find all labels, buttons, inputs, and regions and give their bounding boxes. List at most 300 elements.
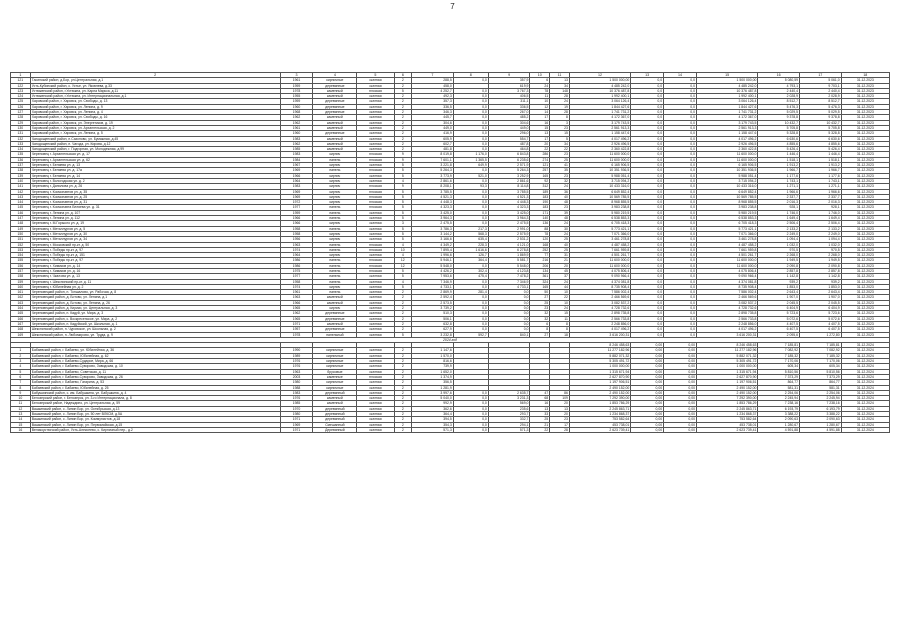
table-cell-col-15: 4 374 081,8	[696, 279, 757, 284]
table-cell-col-12: 4 075 806,4	[569, 268, 630, 273]
table-cell-col-7: 1 374,9	[412, 374, 454, 379]
table-cell-col-9: 0,0	[488, 306, 530, 311]
table-cell-col-13: 0,0	[631, 104, 664, 109]
table-cell-col-8: 649,9	[453, 163, 488, 168]
table-cell-col-17: 1 446,4	[800, 152, 842, 157]
table-cell-col-13: 0,0	[631, 189, 664, 194]
table-cell-col-17: 1 142,8	[800, 274, 842, 279]
table-cell-col-13: 0,0	[631, 306, 664, 311]
table-cell-col-18: 31.12.2023	[841, 300, 889, 305]
table-cell-col-3: 1989	[280, 353, 313, 358]
table-cell-col-3: 1965	[280, 316, 313, 321]
table-cell-col-5: плоская	[357, 258, 394, 263]
table-cell-col-5: скатная	[357, 359, 394, 364]
table-cell-col-11: 45	[550, 268, 570, 273]
table-cell-col-15: 2 490 152,00	[696, 390, 757, 395]
table-cell-col-16: 2 506,4	[758, 221, 800, 226]
table-cell-col-1: 150	[11, 231, 31, 236]
table-cell-col-3: 1978	[280, 332, 313, 337]
table-cell-col-13: 0,0	[631, 332, 664, 337]
table-cell-col-16: 1 177,6	[758, 173, 800, 178]
table-cell-col-6: 2	[394, 401, 412, 406]
table-cell-col-7: 1 570,0	[412, 353, 454, 358]
table-cell-col-7: 605,9	[412, 136, 454, 141]
table-cell-col-16: 2 095,6	[758, 332, 800, 337]
table-cell-col-1: 164	[11, 306, 31, 311]
table-cell-col-12: 5 882 071,32	[569, 353, 630, 358]
table-cell-col-6: 4	[394, 242, 412, 247]
table-cell-col-6: 2	[394, 417, 412, 422]
table-cell-col-17: 2 254,06	[800, 390, 842, 395]
table-cell-col-15: 6 649 852,4	[696, 189, 757, 194]
table-cell-col-13: 0,0	[631, 136, 664, 141]
table-cell-col-4: каменный	[313, 136, 357, 141]
table-cell-col-2: Белозерский район, г. Белозерск, ул. 3-го Интернационала, д. 8	[30, 396, 280, 401]
table-cell-col-10: 286	[530, 152, 550, 157]
table-cell-col-18: 31.12.2023	[841, 184, 889, 189]
table-cell-col-7: 7 895,4	[412, 247, 454, 252]
table-cell-col-18: 31.12.2023	[841, 99, 889, 104]
table-cell-col-17: 2 643,4	[800, 290, 842, 295]
table-cell-col-5: скатная	[357, 226, 394, 231]
table-cell-col-1: 145	[11, 205, 31, 210]
table-cell-col-14: 0,00	[664, 364, 697, 369]
table-cell-col-3: 1990	[280, 348, 313, 353]
table-cell-col-11: 28	[550, 94, 570, 99]
table-cell-col-15: 7 661 959,8	[696, 247, 757, 252]
table-cell-col-14: 0,0	[664, 216, 697, 221]
table-cell-col-13: 0,0	[631, 78, 664, 83]
table-cell-col-10: 21	[530, 422, 550, 427]
table-cell-col-7: 354,3	[412, 422, 454, 427]
table-cell-col-7: 3 144,2	[412, 231, 454, 236]
table-cell-col-3: 1961	[280, 78, 313, 83]
table-cell-col-14: 0,0	[664, 94, 697, 99]
table-cell-col-1: 168	[11, 327, 31, 332]
table-cell-col-6: 2	[394, 295, 412, 300]
table-cell-col-15: 1 158 447,6	[696, 131, 757, 136]
table-cell-col-18: 31.12.2023	[841, 173, 889, 178]
table-cell-col-3: 1962	[280, 120, 313, 125]
table-cell-col-13: 0,00	[631, 401, 664, 406]
table-cell-col-4: деревянные	[313, 327, 357, 332]
table-cell-col-9: 294,1	[488, 422, 530, 427]
table-cell-col-17: 1 271,1	[800, 184, 842, 189]
table-cell-col-15: 5 773 421,1	[696, 226, 757, 231]
table-cell-col-18: 31.12.2023	[841, 131, 889, 136]
table-cell-col-13: 0,0	[631, 316, 664, 321]
table-cell-col-6: 5	[394, 231, 412, 236]
table-cell-col-17: 7 170,06	[800, 359, 842, 364]
table-cell-col-11: 36	[550, 189, 570, 194]
table-cell-col-12: 4 172 367,0	[569, 115, 630, 120]
table-cell-col-5: скатная	[357, 78, 394, 83]
table-cell-col-14: 0,0	[664, 284, 697, 289]
table-cell-col-13: 0,0	[631, 120, 664, 125]
table-cell-col-6: 2	[394, 359, 412, 364]
table-cell-col-10: 183	[530, 194, 550, 199]
table-cell-col-5: скатная	[357, 141, 394, 146]
table-cell-col-4: брусовые	[313, 369, 357, 374]
table-cell-col-15: 4 487 458,2	[696, 242, 757, 247]
table-cell-col-2: Череповец г. Космонавтов ул. д. 25	[30, 194, 280, 199]
table-cell-col-7: 632,8	[412, 321, 454, 326]
table-cell-col-18: 31.12.2023	[841, 168, 889, 173]
table-cell-col-18: 31.12.2023	[841, 306, 889, 311]
table-cell-col-15: 1 741 731,2	[696, 110, 757, 115]
table-cell-col-7: 4 448,3	[412, 200, 454, 205]
table-cell-col-11: 17	[550, 422, 570, 427]
table-cell-col-11: 3	[550, 120, 570, 125]
table-cell-col-6: 5	[394, 194, 412, 199]
table-cell-col-9: 4 733,1	[488, 284, 530, 289]
table-cell-col-2: Шекснинский район, п. Чуровское, ул. Школьная, д. 2	[30, 327, 280, 332]
table-cell-col-7: 364,4	[412, 412, 454, 417]
table-cell-col-11: 24	[550, 184, 570, 189]
table-cell-col-16: 1 032,0	[758, 242, 800, 247]
table-cell-col-6: 2	[394, 316, 412, 321]
table-cell-col-2: Великоустюгский район, Усть-Алексеево, с. Кирпичный пер., д.2	[30, 427, 280, 432]
table-cell-col-3: 1986	[280, 258, 313, 263]
table-cell-col-17: 6 630,6	[800, 136, 842, 141]
table-cell-col-4: деревянный	[313, 390, 357, 395]
table-cell-col-13: 0,0	[631, 184, 664, 189]
table-cell-col-7: 449,0	[412, 125, 454, 130]
table-cell-col-2: Череповец г. Металлургов ул. д. 30	[30, 231, 280, 236]
table-cell-col-11: 22	[550, 295, 570, 300]
table-cell-col-12: 7 586 002,4	[569, 290, 630, 295]
table-cell-col-3: 1977	[280, 274, 313, 279]
table-cell-col-9: 235,6	[488, 406, 530, 411]
table-cell-col-15: 2 898 735,8	[696, 311, 757, 316]
table-cell-col-11: 15	[550, 311, 570, 316]
table-cell-col-1: 121	[11, 78, 31, 83]
table-cell-col-18: 31.12.2023	[841, 216, 889, 221]
table-cell-col-16: 2 028,9	[758, 94, 800, 99]
table-cell-col-9: 6 278,8	[488, 247, 530, 252]
table-cell-col-16: 864,77	[758, 380, 800, 385]
table-cell-col-9: 571,3	[488, 427, 530, 432]
table-cell-col-16: 5 426,4	[758, 147, 800, 152]
table-cell-col-14: 0,00	[664, 343, 697, 348]
table-cell-col-7: 288,5	[412, 78, 454, 83]
table-cell-col-16: 970,5	[758, 247, 800, 252]
table-cell-col-18: 31.12.2024	[841, 343, 889, 348]
table-cell-col-5: скатная	[357, 369, 394, 374]
table-cell-col-1: 158	[11, 274, 31, 279]
table-cell-col-2: Устюженский район, г.Устюжна, ул. Карла Маркса, д.11	[30, 88, 280, 93]
table-cell-col-12: 6 705 418,3	[569, 221, 630, 226]
table-cell-col-13: 0,00	[631, 422, 664, 427]
table-cell-col-12: 8 246 458,63	[569, 343, 630, 348]
table-cell-col-14: 0,0	[664, 210, 697, 215]
table-cell-col-5: скатная	[357, 284, 394, 289]
table-cell-col-2: Харовский район, г. Харовск, ул. Энергетиков, д. 19	[30, 120, 280, 125]
table-cell-col-1: 12	[11, 406, 31, 411]
table-cell-col-7: 506,1	[412, 316, 454, 321]
table-cell-col-11: 8	[550, 321, 570, 326]
table-cell-col-9: 619,9	[488, 83, 530, 88]
table-cell-col-16: 7 185,32	[758, 353, 800, 358]
table-cell-col-5: скатная	[357, 306, 394, 311]
table-cell-col-3: 2003	[280, 374, 313, 379]
table-cell-col-5: скатная	[357, 364, 394, 369]
table-cell-col-5: скатная	[357, 216, 394, 221]
table-cell-col-4: каменный	[313, 120, 357, 125]
table-cell-col-14: 0,0	[664, 99, 697, 104]
table-cell-col-9: 3 785,5	[488, 189, 530, 194]
table-cell-col-14: 0,00	[664, 427, 697, 432]
table-cell-col-4: панель	[313, 242, 357, 247]
column-number-7: 7	[412, 73, 454, 78]
table-cell-col-12: 2 627 870,90	[569, 374, 630, 379]
table-cell-col-1: 157	[11, 268, 31, 273]
table-cell-col-5: плоская	[357, 157, 394, 162]
table-cell-col-1: 149	[11, 226, 31, 231]
table-cell-col-18: 31.12.2023	[841, 163, 889, 168]
table-cell-col-6: 5	[394, 332, 412, 337]
table-cell-col-12: 1 992 400,1	[569, 94, 630, 99]
table-cell-col-8: 0,0	[453, 104, 488, 109]
table-cell-col-9: 449,0	[488, 125, 530, 130]
table-cell-col-7: 3 425,0	[412, 210, 454, 215]
table-cell-col-10: 50	[530, 290, 550, 295]
table-cell-col-15: 1 000 000,00	[696, 364, 757, 369]
table-cell-col-14: 0,0	[664, 332, 697, 337]
table-cell-col-18: 31.12.2023	[841, 268, 889, 273]
table-cell-col-11: 8	[550, 115, 570, 120]
table-cell-col-8: 0,0	[453, 210, 488, 215]
table-cell-col-5: скатная	[357, 210, 394, 215]
table-cell-col-5: скатная	[357, 221, 394, 226]
table-cell-col-4: кирпичные	[313, 380, 357, 385]
table-cell-col-5: скатная	[357, 422, 394, 427]
table-cell-col-13: 0,0	[631, 242, 664, 247]
table-cell-col-11: 34	[550, 83, 570, 88]
table-cell-col-7: 3 773,9	[412, 173, 454, 178]
table-cell-col-2: Череповец г. Московский пр-кт. д. 50	[30, 242, 280, 247]
table-cell-col-8: 0,0	[453, 279, 488, 284]
table-cell-col-15: 5 882 071,32	[696, 353, 757, 358]
table-cell-col-14: 0,0	[664, 157, 697, 162]
table-cell-col-8: 0,0	[453, 115, 488, 120]
table-cell-col-3: 1970	[280, 406, 313, 411]
table-cell-col-6: 5	[394, 237, 412, 242]
table-cell-col-15: 1 992 400,1	[696, 94, 757, 99]
table-cell-col-8: 0,0	[453, 141, 488, 146]
table-cell-col-2: Бабаевский район, г. Бабаево-Суворово, Заводская, д. 10	[30, 364, 280, 369]
table-cell-col-10: 17	[530, 136, 550, 141]
table-cell-col-16: 2 090,63	[758, 417, 800, 422]
table-cell-col-1: 3	[11, 359, 31, 364]
table-cell-col-18: 31.12.2024	[841, 364, 889, 369]
table-cell-col-8: 592,7	[453, 332, 488, 337]
table-cell-col-8: 0,0	[453, 131, 488, 136]
table-cell-col-15: 3 082 537,2	[696, 300, 757, 305]
table-cell-col-1: 166	[11, 316, 31, 321]
table-cell-col-6: 2	[394, 78, 412, 83]
table-cell-col-18: 31.12.2023	[841, 189, 889, 194]
table-cell-col-5: скатная	[357, 290, 394, 295]
table-cell-col-9: 0,0	[488, 316, 530, 321]
table-cell-col-8: 0,0	[453, 412, 488, 417]
table-cell-col-15: 753 582,64	[696, 417, 757, 422]
table-cell-col-18: 31.12.2024	[841, 406, 889, 411]
table-cell-col-11: 21	[550, 258, 570, 263]
table-cell-col-10: 77	[530, 253, 550, 258]
table-cell-col-2: Череповец г. Победы пр-кт. д. 151	[30, 253, 280, 258]
table-cell-col-7: 3 785,5	[412, 189, 454, 194]
table-cell-col-5: плоская	[357, 374, 394, 379]
table-cell-col-5: скатная	[357, 380, 394, 385]
table-cell-col-14: 0,0	[664, 268, 697, 273]
table-cell-col-11: 109	[550, 396, 570, 401]
table-cell-col-14: 0,00	[664, 406, 697, 411]
table-cell-col-1: 140	[11, 178, 31, 183]
table-cell-col-11: 41	[550, 163, 570, 168]
table-cell-col-18: 31.12.2023	[841, 152, 889, 157]
table-cell-col-18: 31.12.2023	[841, 327, 889, 332]
table-cell-col-15: 2 360 422,8	[696, 147, 757, 152]
table-cell-col-11: 24	[550, 279, 570, 284]
table-cell-col-18: 31.12.2023	[841, 94, 889, 99]
table-cell-col-4: панель	[313, 216, 357, 221]
table-cell-col-2: Череповецкий район, п. Тоншалово, ул. Рабочая, д. 8	[30, 290, 280, 295]
table-cell-col-5: скатная	[357, 300, 394, 305]
table-cell-col-2: Бабаевский район, г. Бабаево, Гагарина, д. 53	[30, 380, 280, 385]
table-cell-col-3: 1976	[280, 359, 313, 364]
table-cell-col-16: 2 643,4	[758, 290, 800, 295]
table-cell-col-15: 3 983 238,8	[696, 205, 757, 210]
table-cell-col-6: 9	[394, 184, 412, 189]
table-cell-col-1: 127	[11, 110, 31, 115]
table-cell-col-15: 4 017 496,2	[696, 136, 757, 141]
table-cell-col-3: 1971	[280, 427, 313, 432]
table-cell-col-3: 1988	[280, 385, 313, 390]
table-cell-col-18: 31.12.2024	[841, 359, 889, 364]
table-cell-col-2: Череповец г. Космонавта Беляева ул. д. 31	[30, 205, 280, 210]
table-cell-col-11: 32	[550, 178, 570, 183]
table-cell-col-3: 1986	[280, 263, 313, 268]
table-cell-col-3: 1969	[280, 189, 313, 194]
table-cell-col-8: 93,3	[453, 184, 488, 189]
table-cell-col-12: 11 600 000,0	[569, 152, 630, 157]
table-cell-col-6: 2	[394, 115, 412, 120]
column-number-17: 17	[800, 73, 842, 78]
table-cell-col-7: 416,9	[412, 131, 454, 136]
table-cell-col-10: 27	[530, 332, 550, 337]
table-cell-col-16: 1 966,7	[758, 168, 800, 173]
table-cell-col-2: Чагодощенский район, п. Чагода, ул. Кирова, д.12	[30, 141, 280, 146]
table-cell-col-9: 0,0	[488, 321, 530, 326]
table-cell-col-8: 0,0	[453, 295, 488, 300]
table-cell-col-9: 311,1	[488, 99, 530, 104]
table-cell-col-17: 581,31	[800, 385, 842, 390]
table-cell-col-14: 0,0	[664, 178, 697, 183]
table-cell-col-14: 0,00	[664, 380, 697, 385]
table-cell-col-7: 992,9	[412, 401, 454, 406]
table-cell-col-15: 3 616 200,31	[696, 332, 757, 337]
table-cell-col-3: 1958	[280, 226, 313, 231]
table-cell-col-12: 2 245 863,71	[569, 406, 630, 411]
table-cell-col-2: Череповец г. Космонавтов ул. д. 35	[30, 189, 280, 194]
table-cell-col-4: каменный	[313, 115, 357, 120]
table-cell-col-4: кирпич	[313, 306, 357, 311]
table-cell-col-6: 2	[394, 141, 412, 146]
table-cell-col-2: Череповец г. Архангельская ул. д. 17	[30, 152, 280, 157]
table-cell-col-9: 3 425,0	[488, 210, 530, 215]
table-cell-col-18: 31.12.2024	[841, 396, 889, 401]
table-cell-col-4: каменный	[313, 300, 357, 305]
table-cell-col-12: 3 616 200,31	[569, 332, 630, 337]
table-cell-col-17: 5 705,8	[800, 125, 842, 130]
table-cell-col-16: 1 966,6	[758, 189, 800, 194]
table-cell-col-5: плоская	[357, 168, 394, 173]
table-cell-col-10: 171	[530, 210, 550, 215]
table-cell-col-18: 31.12.2023	[841, 104, 889, 109]
table-cell-col-9: 4 121,0	[488, 242, 530, 247]
table-cell-col-9: 0,0	[488, 290, 530, 295]
table-cell-col-3: 1983	[280, 152, 313, 157]
table-cell-col-14: 0,0	[664, 83, 697, 88]
table-cell-col-2: Череповец г. Ленина ул. д. 112	[30, 216, 280, 221]
table-cell-col-13: 0,0	[631, 295, 664, 300]
table-cell-col-17: 1 518,1	[800, 157, 842, 162]
table-cell-col-8: 228,3	[453, 242, 488, 247]
table-cell-col-16: 7 082,92	[758, 348, 800, 353]
table-cell-col-17: 4 407,5	[800, 321, 842, 326]
table-cell-col-3: 1966	[280, 221, 313, 226]
table-cell-col-7: 1 281,9	[412, 385, 454, 390]
table-cell-col-18: 31.12.2023	[841, 178, 889, 183]
table-cell-col-3: 1971	[280, 417, 313, 422]
table-cell-col-17: 2 245,94	[800, 396, 842, 401]
table-cell-col-10: 17	[530, 115, 550, 120]
table-cell-col-15: 3 064 126,4	[696, 99, 757, 104]
table-cell-col-5: скатная	[357, 173, 394, 178]
table-cell-col-18: 31.12.2024	[841, 380, 889, 385]
table-cell-col-15: 11 600 000,0	[696, 152, 757, 157]
table-cell-col-12: 5 773 421,1	[569, 226, 630, 231]
table-cell-col-9: 0,0	[488, 300, 530, 305]
table-cell-col-4: кирпич	[313, 284, 357, 289]
column-number-12: 12	[569, 73, 630, 78]
table-cell-col-9: 296,0	[488, 131, 530, 136]
table-cell-col-15: 2 561 913,3	[696, 125, 757, 130]
table-cell-col-5: скатная	[357, 385, 394, 390]
table-cell-col-13: 0,0	[631, 205, 664, 210]
table-cell-col-4: Деревянный	[313, 427, 357, 432]
table-cell-col-12: 3 179 743,5	[569, 120, 630, 125]
table-cell-col-10: 32	[530, 316, 550, 321]
table-cell-col-1: 124	[11, 94, 31, 99]
table-cell-col-10: 24	[530, 83, 550, 88]
table-cell-col-17: 864,77	[800, 380, 842, 385]
table-cell-col-17: 4 855,6	[800, 141, 842, 146]
table-cell-col-17: 9 378,8	[800, 115, 842, 120]
table-cell-col-18: 31.12.2023	[841, 78, 889, 83]
table-cell-col-13: 0,0	[631, 274, 664, 279]
table-cell-col-2: Череповец г. Победы пр-кт. д. 97	[30, 247, 280, 252]
table-cell-col-17: 1 746,0	[800, 210, 842, 215]
table-cell-col-4: каменный	[313, 88, 357, 93]
table-cell-col-10: 78	[530, 231, 550, 236]
table-cell-col-10: 257	[530, 168, 550, 173]
table-cell-col-12: 2 566 733,8	[569, 316, 630, 321]
table-cell-col-11: 40	[550, 242, 570, 247]
table-cell-col-5: скатная	[357, 316, 394, 321]
table-cell-col-11: 24	[550, 99, 570, 104]
